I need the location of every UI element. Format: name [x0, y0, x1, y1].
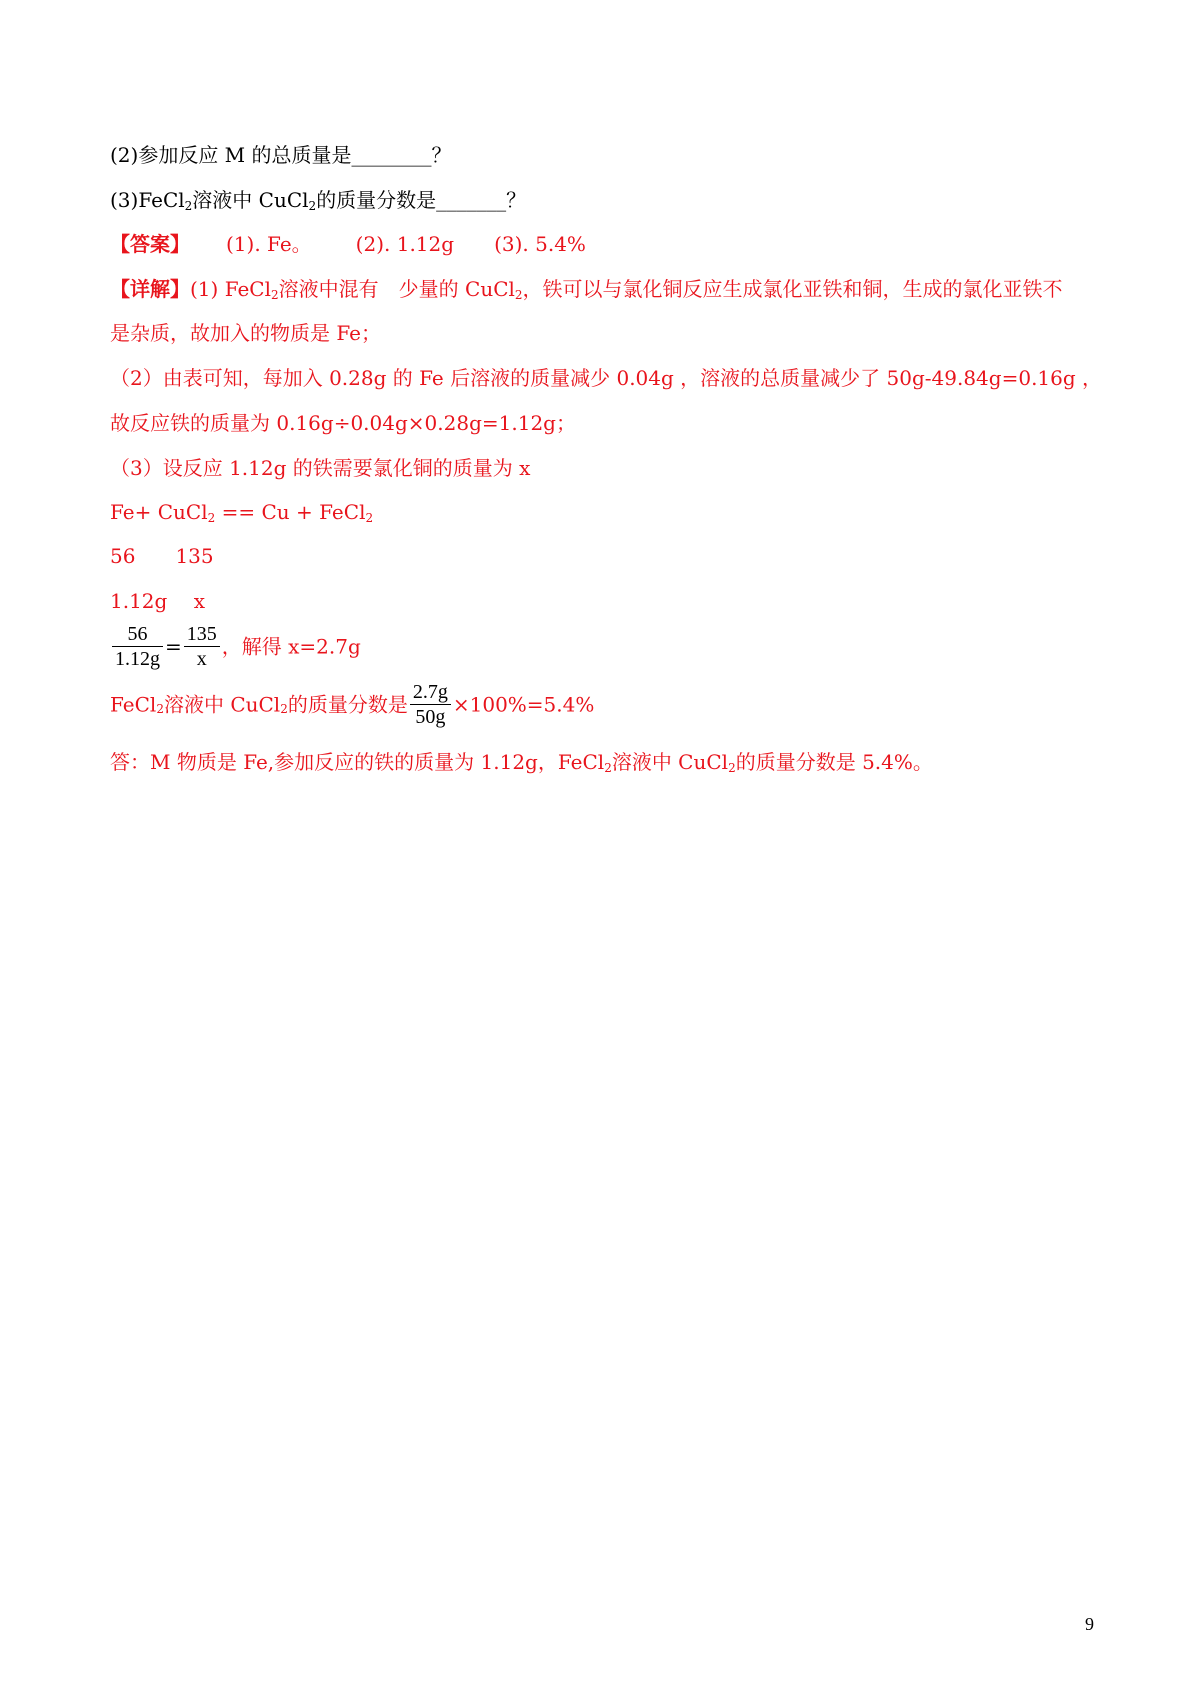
mass-fraction-text: 的质量分数是	[287, 692, 408, 717]
equals-sign: =	[165, 634, 182, 659]
detail-text: 是杂质，故加入的物质是 Fe；	[110, 321, 381, 345]
question-3	[110, 187, 526, 213]
question-3-mid: 溶液中 CuCl	[192, 188, 309, 212]
detail-text: （2）由表可知，每加入 0.28g 的 Fe 后溶液的质量减少 0.04g ，溶液的总质量减少了 50g-49.84g=0.16g ，	[110, 366, 1103, 390]
subscript: 2	[271, 288, 279, 302]
chemical-equation	[110, 499, 373, 525]
answer-part-3: (3). 5.4%	[494, 232, 586, 256]
conclusion-text: 溶液中 CuCl	[611, 750, 729, 774]
answer-part-1: (1). Fe。	[226, 232, 312, 256]
subscript: 2	[514, 288, 523, 302]
detail-text: 溶液中混有 少量的 CuCl	[278, 277, 515, 301]
mass-fraction-text: FeCl	[110, 692, 157, 717]
page-number: 9	[1085, 1614, 1094, 1634]
detail-line-3	[110, 365, 1102, 391]
mass-row	[110, 588, 205, 614]
subscript: 2	[728, 761, 736, 775]
subscript: 2	[365, 511, 374, 525]
subscript: 2	[604, 761, 612, 775]
mass-text: 1.12g x	[110, 589, 205, 613]
detail-text: （3）设反应 1.12g 的铁需要氯化铜的质量为 x	[110, 456, 531, 480]
mass-fraction-result: ×100%=5.4%	[452, 692, 595, 717]
fraction-2.7g-over-50g	[410, 680, 451, 729]
fraction-denominator: x	[184, 646, 220, 671]
detail-line-1	[110, 276, 1063, 302]
mass-fraction-text: 溶液中 CuCl	[163, 692, 281, 717]
answer-part-2: (2). 1.12g	[355, 232, 455, 256]
subscript: 2	[207, 511, 216, 525]
fraction-denominator: 50g	[410, 704, 451, 729]
equation-text: Fe+ CuCl	[110, 500, 208, 524]
subscript: 2	[280, 702, 288, 716]
question-3-suffix: 的质量分数是_______？	[316, 188, 527, 212]
conclusion-text: 答：M 物质是 Fe,参加反应的铁的质量为 1.12g，FeCl	[110, 750, 605, 774]
detail-line-4	[110, 410, 576, 436]
subscript: 2	[308, 199, 317, 213]
answer-line	[110, 231, 586, 257]
subscript: 2	[156, 702, 164, 716]
molar-mass-row	[110, 543, 214, 569]
fraction-numerator: 2.7g	[412, 681, 448, 703]
fraction-numerator: 56	[127, 623, 148, 645]
detail-label: 【详解】	[110, 277, 190, 301]
conclusion-text: 的质量分数是 5.4%。	[735, 750, 933, 774]
detail-text: (1) FeCl	[190, 277, 272, 301]
question-2	[110, 142, 452, 168]
question-2-text: (2)参加反应 M 的总质量是________？	[110, 143, 452, 167]
equation-text: == Cu + FeCl	[215, 500, 366, 524]
detail-line-2	[110, 320, 381, 346]
fraction-numerator: 135	[186, 623, 217, 645]
fraction-56-over-1.12g	[112, 622, 163, 671]
solve-text: ，解得 x=2.7g	[221, 634, 361, 659]
detail-line-5	[110, 455, 530, 481]
detail-text: 故反应铁的质量为 0.16g÷0.04g×0.28g=1.12g；	[110, 411, 576, 435]
proportion-line	[110, 622, 361, 671]
mass-fraction-line	[110, 680, 594, 729]
answer-label: 【答案】	[110, 232, 190, 256]
fraction-denominator: 1.12g	[112, 646, 163, 671]
question-3-prefix: (3)FeCl	[110, 188, 185, 212]
detail-text: ，铁可以与氯化铜反应生成氯化亚铁和铜，生成的氯化亚铁不	[522, 277, 1063, 301]
fraction-135-over-x	[184, 622, 220, 671]
molar-mass-text: 56 135	[110, 544, 214, 568]
conclusion-line	[110, 749, 933, 775]
subscript: 2	[184, 199, 193, 213]
